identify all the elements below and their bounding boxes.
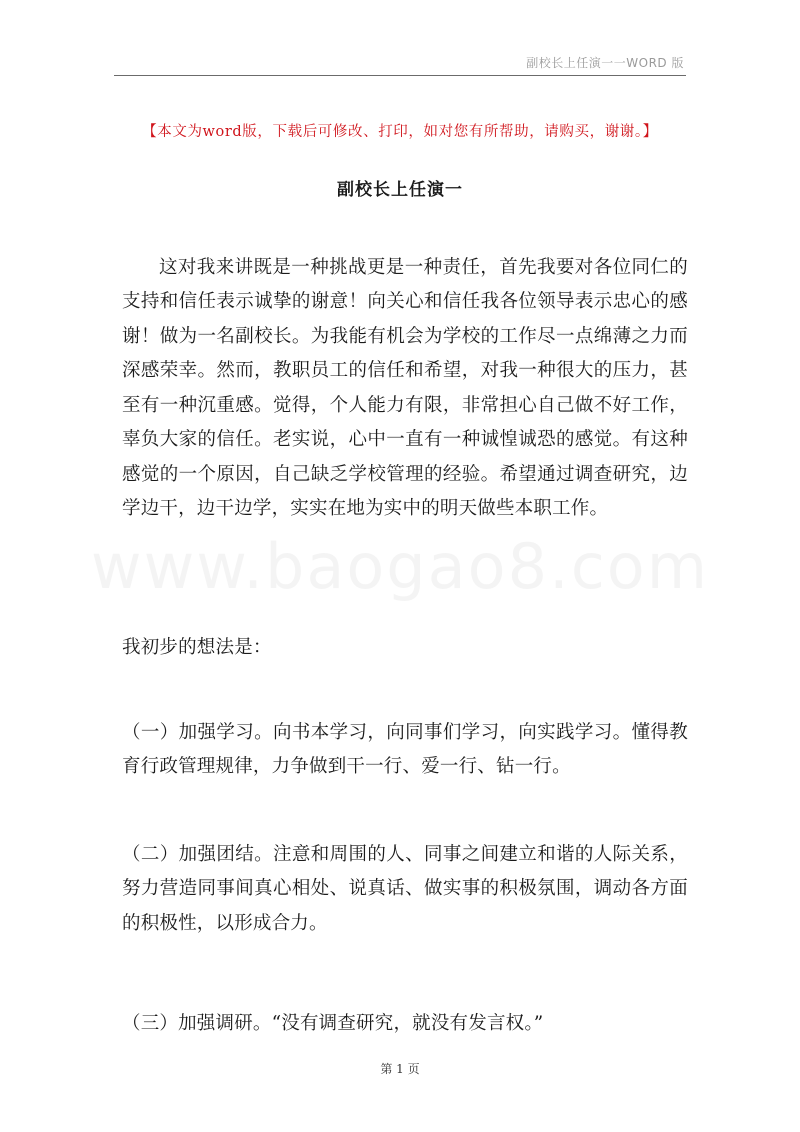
paragraph-item-3: （三）加强调研。“没有调查研究，就没有发言权。” bbox=[122, 1012, 544, 1034]
paragraph-item-2: （二）加强团结。注意和周围的人、同事之间建立和谐的人际关系，努力营造同事间真心相处、说真话、做实事的积极氛围，调动各方面的积极性，以形成合力。 bbox=[122, 843, 688, 934]
page-number: 第 1 页 bbox=[380, 1062, 420, 1076]
watermark bbox=[0, 530, 800, 603]
header-divider bbox=[114, 75, 686, 76]
download-notice: 【本文为word版，下载后可修改、打印，如对您有所帮助，请购买，谢谢。】 bbox=[142, 124, 658, 140]
paragraph-lead: 我初步的想法是： bbox=[122, 636, 272, 658]
document-title: 副校长上任演一 bbox=[337, 180, 463, 200]
paragraph-item-1: （一）加强学习。向书本学习，向同事们学习，向实践学习。懂得教育行政管理规律，力争做到干一行、爱一行、钻一行。 bbox=[122, 721, 688, 777]
running-header: 副校长上任演一一WORD 版 bbox=[526, 56, 684, 70]
paragraph-intro: 这对我来讲既是一种挑战更是一种责任，首先我要对各位同仁的支持和信任表示诚挚的谢意！向关心和信任我各位领导表示忠心的感谢！做为一名副校长。为我能有机会为学校的工作尽一点绵薄之力而深感荣幸。然而，教职员工的信任和希望，对我一种很大的压力，甚至有一种沉重感。觉得，个人能力有限，非常担心自己做不好工作，辜负大家的信任。老实说，心中一直有一种诚惶诚恐的感觉。有这种感觉的一个原因，自己缺乏学校管理的经验。希望通过调查研究，边学边干，边干边学，实实在地为实中的明天做些本职工作。 bbox=[122, 256, 688, 519]
